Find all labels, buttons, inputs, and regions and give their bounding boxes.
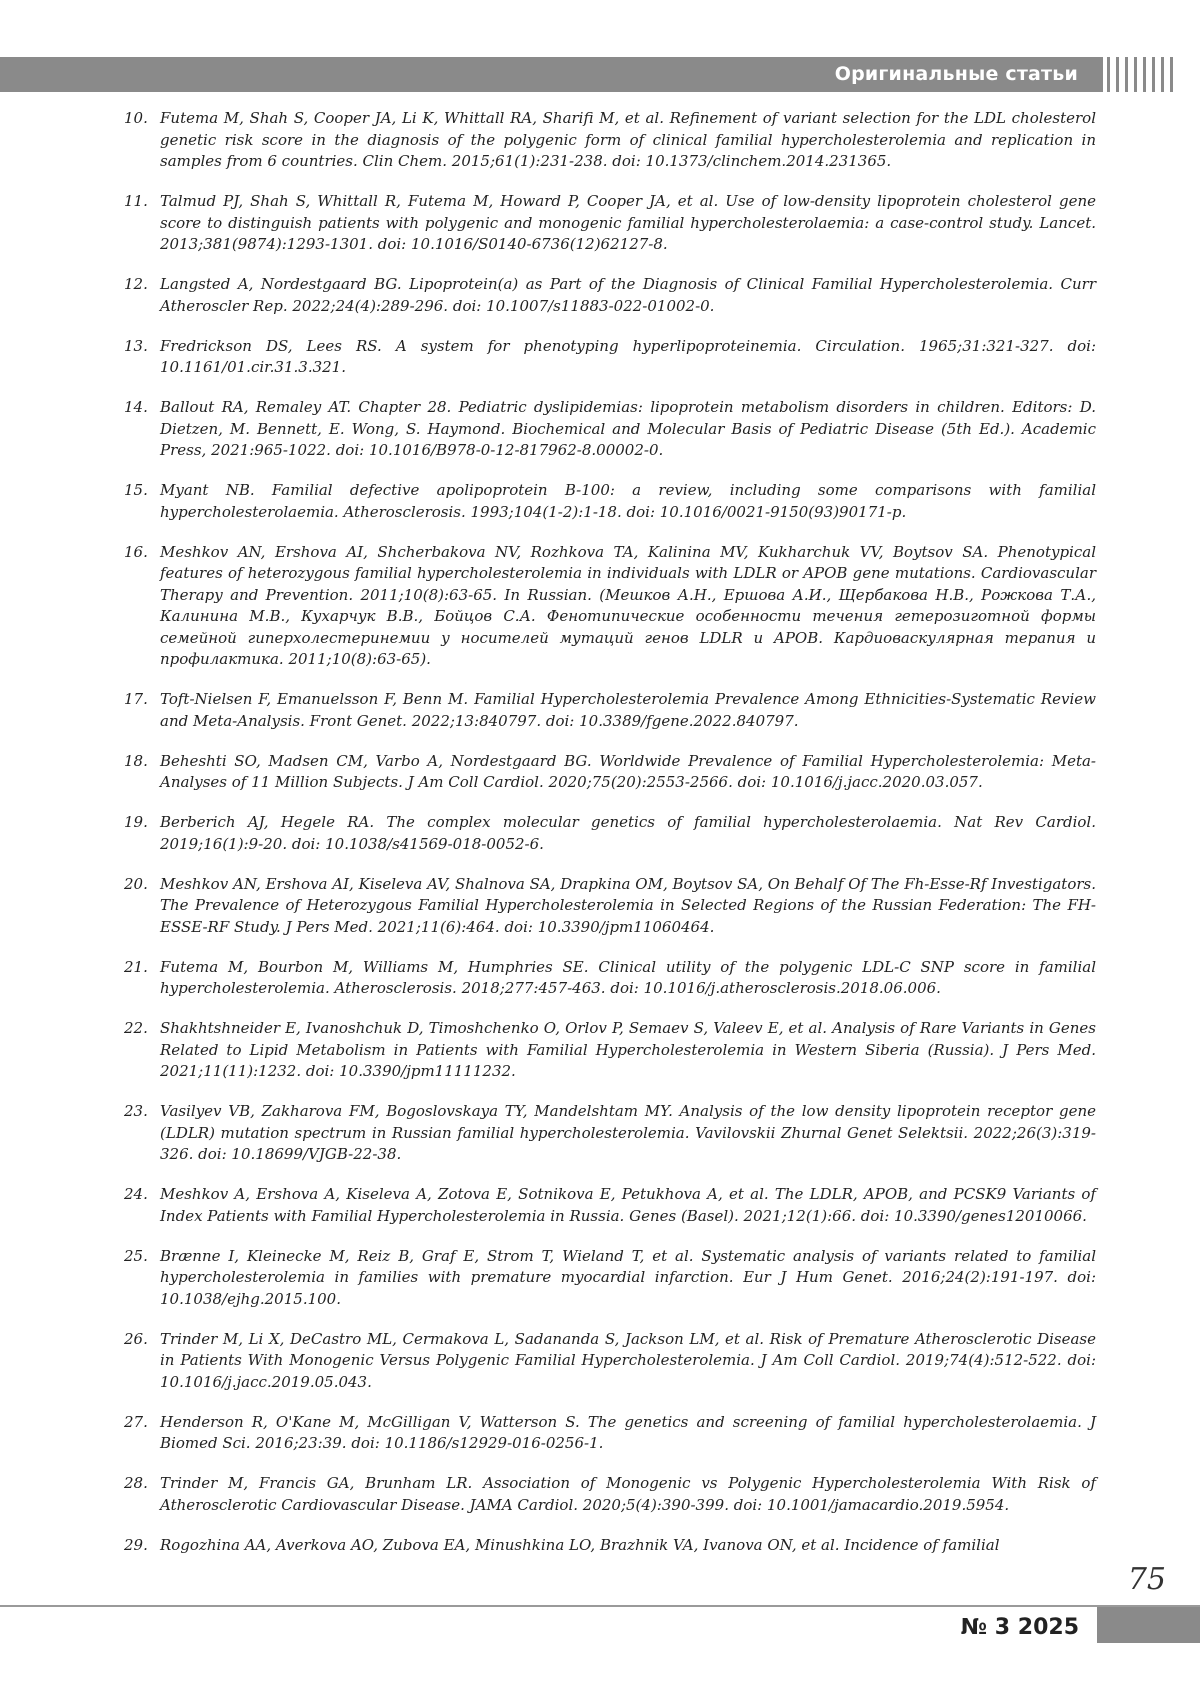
reference-item <box>124 1473 1096 1516</box>
reference-text: Futema M, Shah S, Cooper JA, Li K, Whittall RA, Sharifi M, et al. Refinement of variant selection for the LDL cholesterol genetic risk score in the diagnosis of the polygenic form of clinical familial hypercholesterolemia and replication in samples from 6 countries. Clin Chem. 2015;61(1):231-238. doi: 10.1373/clinchem.2014.231365. <box>160 108 1096 173</box>
reference-text: Meshkov A, Ershova A, Kiseleva A, Zotova E, Sotnikova E, Petukhova A, et al. The LDLR, APOB, and PCSK9 Variants of Index Patients with Familial Hypercholesterolemia in Russia. Genes (Basel). 2021;12(1):66. doi: 10.3390/genes12010066. <box>160 1184 1096 1227</box>
reference-text: Toft-Nielsen F, Emanuelsson F, Benn M. Familial Hypercholesterolemia Prevalence Among Ethnicities-Systematic Review and Meta-Analysis. Front Genet. 2022;13:840797. doi: 10.3389/fgene.2022.840797. <box>160 689 1096 732</box>
reference-number: 26. <box>124 1329 148 1351</box>
reference-number: 11. <box>124 191 148 213</box>
reference-number: 27. <box>124 1412 148 1434</box>
reference-text: Henderson R, O'Kane M, McGilligan V, Watterson S. The genetics and screening of familial hypercholesterolaemia. J Biomed Sci. 2016;23:39. doi: 10.1186/s12929-016-0256-1. <box>160 1412 1096 1455</box>
reference-number: 29. <box>124 1535 148 1557</box>
reference-number: 16. <box>124 542 148 564</box>
reference-text: Trinder M, Li X, DeCastro ML, Cermakova L, Sadananda S, Jackson LM, et al. Risk of Premature Atherosclerotic Disease in Patients With Monogenic Versus Polygenic Familial Hypercholesterolemia. J Am Coll Cardiol. 2019;74(4):512-522. doi: 10.1016/j.jacc.2019.05.043. <box>160 1329 1096 1394</box>
reference-number: 19. <box>124 812 148 834</box>
reference-item <box>124 1101 1096 1166</box>
reference-text: Futema M, Bourbon M, Williams M, Humphries SE. Clinical utility of the polygenic LDL-C SNP score in familial hypercholesterolemia. Atherosclerosis. 2018;277:457-463. doi: 10.1016/j.atherosclerosis.2018.06.006. <box>160 957 1096 1000</box>
reference-number: 21. <box>124 957 148 979</box>
reference-item <box>124 108 1096 173</box>
reference-item <box>124 1018 1096 1083</box>
reference-list <box>124 108 1096 1575</box>
section-title: Оригинальные статьи <box>835 57 1078 92</box>
issue-label: № 3 2025 <box>961 1610 1079 1646</box>
reference-item <box>124 1184 1096 1227</box>
reference-text: Trinder M, Francis GA, Brunham LR. Association of Monogenic vs Polygenic Hypercholesterolemia With Risk of Atherosclerotic Cardiovascular Disease. JAMA Cardiol. 2020;5(4):390-399. doi: 10.1001/jamacardio.2019.5954. <box>160 1473 1096 1516</box>
reference-number: 24. <box>124 1184 148 1206</box>
reference-item <box>124 542 1096 671</box>
reference-item <box>124 689 1096 732</box>
reference-text: Talmud PJ, Shah S, Whittall R, Futema M, Howard P, Cooper JA, et al. Use of low-density lipoprotein cholesterol gene score to distinguish patients with polygenic and monogenic familial hypercholesterolaemia: a case-control study. Lancet. 2013;381(9874):1293-1301. doi: 10.1016/S0140-6736(12)62127-8. <box>160 191 1096 256</box>
reference-item <box>124 274 1096 317</box>
reference-item <box>124 751 1096 794</box>
reference-item <box>124 1329 1096 1394</box>
header-stripes-decoration <box>1107 57 1173 92</box>
reference-text: Brænne I, Kleinecke M, Reiz B, Graf E, Strom T, Wieland T, et al. Systematic analysis of variants related to familial hypercholesterolemia in families with premature myocardial infarction. Eur J Hum Genet. 2016;24(2):191-197. doi: 10.1038/ejhg.2015.100. <box>160 1246 1096 1311</box>
reference-item <box>124 336 1096 379</box>
reference-text: Vasilyev VB, Zakharova FM, Bogoslovskaya TY, Mandelshtam MY. Analysis of the low density lipoprotein receptor gene (LDLR) mutation spectrum in Russian familial hypercholesterolemia. Vavilovskii Zhurnal Genet Selektsii. 2022;26(3):319-326. doi: 10.18699/VJGB-22-38. <box>160 1101 1096 1166</box>
reference-item <box>124 957 1096 1000</box>
reference-item <box>124 812 1096 855</box>
reference-text: Ballout RA, Remaley AT. Chapter 28. Pediatric dyslipidemias: lipoprotein metabolism disorders in children. Editors: D. Dietzen, M. Bennett, E. Wong, S. Haymond. Biochemical and Molecular Basis of Pediatric Disease (5th Ed.). Academic Press, 2021:965-1022. doi: 10.1016/B978-0-12-817962-8.00002-0. <box>160 397 1096 462</box>
reference-text: Shakhtshneider E, Ivanoshchuk D, Timoshchenko O, Orlov P, Semaev S, Valeev E, et al. Analysis of Rare Variants in Genes Related to Lipid Metabolism in Patients with Familial Hypercholesterolemia in Western Siberia (Russia). J Pers Med. 2021;11(11):1232. doi: 10.3390/jpm11111232. <box>160 1018 1096 1083</box>
reference-number: 14. <box>124 397 148 419</box>
reference-item <box>124 397 1096 462</box>
reference-text: Meshkov AN, Ershova AI, Kiseleva AV, Shalnova SA, Drapkina OM, Boytsov SA, On Behalf Of The Fh-Esse-Rf Investigators. The Prevalence of Heterozygous Familial Hypercholesterolemia in Selected Regions of the Russian Federation: The FH-ESSE-RF Study. J Pers Med. 2021;11(6):464. doi: 10.3390/jpm11060464. <box>160 874 1096 939</box>
reference-item <box>124 480 1096 523</box>
reference-item <box>124 1412 1096 1455</box>
reference-text: Fredrickson DS, Lees RS. A system for phenotyping hyperlipoproteinemia. Circulation. 1965;31:321-327. doi: 10.1161/01.cir.31.3.321. <box>160 336 1096 379</box>
page-number: 75 <box>1128 1562 1166 1597</box>
reference-text: Myant NB. Familial defective apolipoprotein B-100: a review, including some comparisons with familial hypercholesterolaemia. Atherosclerosis. 1993;104(1-2):1-18. doi: 10.1016/0021-9150(93)90171-p. <box>160 480 1096 523</box>
reference-text: Meshkov AN, Ershova AI, Shcherbakova NV, Rozhkova TA, Kalinina MV, Kukharchuk VV, Boytsov SA. Phenotypical features of heterozygous familial hypercholesterolemia in individuals with LDLR or APOB gene mutations. Cardiovascular Therapy and Prevention. 2011;10(8):63-65. In Russian. (Мешков А.Н., Ершова А.И., Щербакова Н.В., Рожкова Т.А., Калинина М.В., Кухарчук В.В., Бойцов С.А. Фенотипические особенности течения гетерозиготной формы семейной гиперхолестеринемии у носителей мутаций генов LDLR и APOB. Кардиоваскулярная терапия и профилактика. 2011;10(8):63-65). <box>160 542 1096 671</box>
reference-text: Langsted A, Nordestgaard BG. Lipoprotein(a) as Part of the Diagnosis of Clinical Familial Hypercholesterolemia. Curr Atheroscler Rep. 2022;24(4):289-296. doi: 10.1007/s11883-022-01002-0. <box>160 274 1096 317</box>
footer-divider <box>0 1605 1200 1607</box>
reference-text: Berberich AJ, Hegele RA. The complex molecular genetics of familial hypercholesterolaemia. Nat Rev Cardiol. 2019;16(1):9-20. doi: 10.1038/s41569-018-0052-6. <box>160 812 1096 855</box>
reference-text: Rogozhina AA, Averkova AO, Zubova EA, Minushkina LO, Brazhnik VA, Ivanova ON, et al. Incidence of familial <box>160 1535 1096 1557</box>
reference-number: 18. <box>124 751 148 773</box>
reference-number: 23. <box>124 1101 148 1123</box>
reference-item <box>124 1246 1096 1311</box>
reference-number: 22. <box>124 1018 148 1040</box>
reference-number: 15. <box>124 480 148 502</box>
footer-accent-box <box>1097 1607 1200 1643</box>
reference-text: Beheshti SO, Madsen CM, Varbo A, Nordestgaard BG. Worldwide Prevalence of Familial Hypercholesterolemia: Meta-Analyses of 11 Million Subjects. J Am Coll Cardiol. 2020;75(20):2553-2566. doi: 10.1016/j.jacc.2020.03.057. <box>160 751 1096 794</box>
reference-item <box>124 874 1096 939</box>
reference-number: 17. <box>124 689 148 711</box>
reference-item <box>124 1535 1096 1557</box>
reference-item <box>124 191 1096 256</box>
reference-number: 28. <box>124 1473 148 1495</box>
reference-number: 20. <box>124 874 148 896</box>
reference-number: 10. <box>124 108 148 130</box>
reference-number: 25. <box>124 1246 148 1268</box>
reference-number: 12. <box>124 274 148 296</box>
reference-number: 13. <box>124 336 148 358</box>
